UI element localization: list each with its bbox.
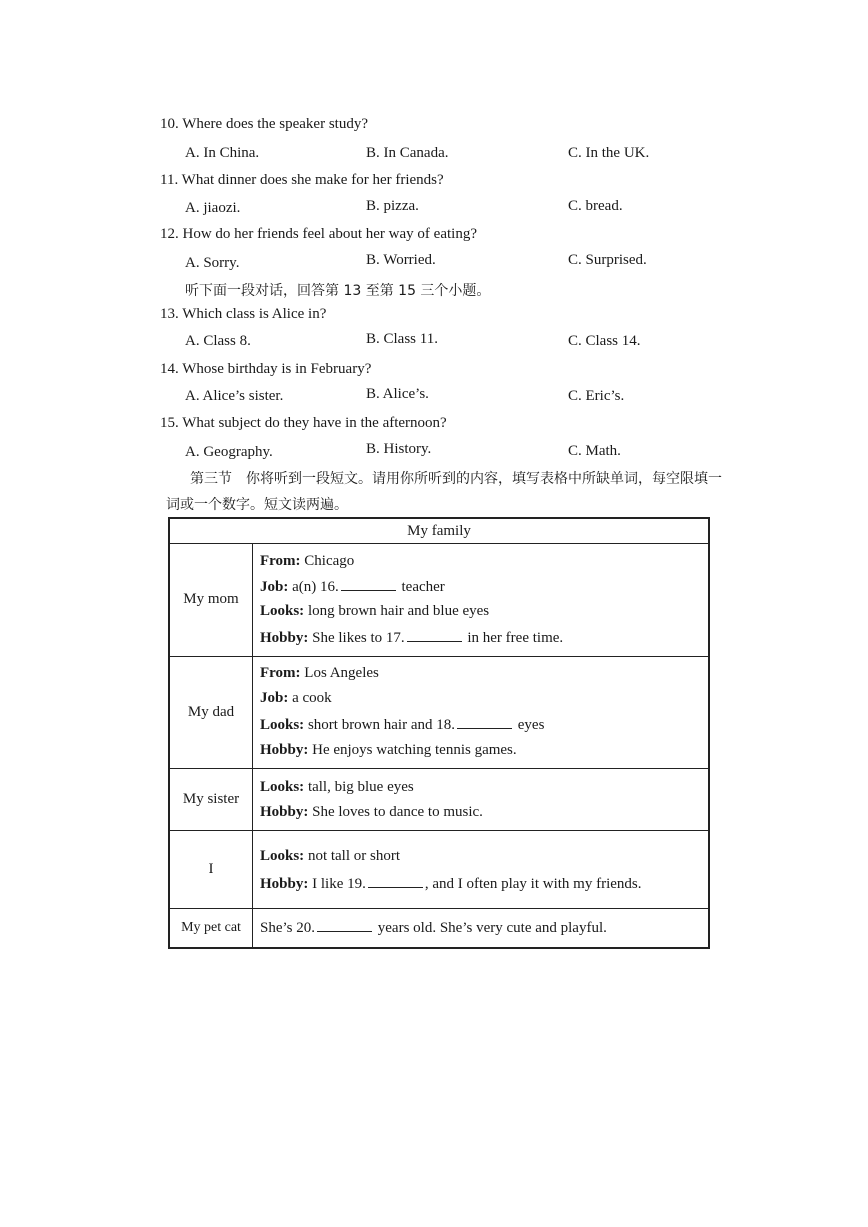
answer-blank-16 bbox=[341, 578, 396, 591]
question-13-stem: 13. Which class is Alice in? bbox=[160, 306, 327, 322]
me-looks-value: not tall or short bbox=[304, 848, 401, 864]
section-3-instruction-line-1: 第三节 你将听到一段短文。请用你所听到的内容，填写表格中所缺单词，每空限填一 bbox=[190, 471, 722, 487]
question-13-option-b: B. Class 11. bbox=[366, 331, 438, 347]
question-14-stem: 14. Whose birthday is in February? bbox=[160, 361, 372, 377]
dad-looks-value-before: short brown hair and 18. bbox=[304, 717, 455, 733]
question-15-stem: 15. What subject do they have in the afternoon? bbox=[160, 415, 447, 431]
dad-hobby-value: He enjoys watching tennis games. bbox=[308, 742, 517, 758]
mom-job-key: Job: bbox=[260, 579, 289, 595]
row-label-dad: My dad bbox=[170, 657, 253, 768]
dad-from-value: Los Angeles bbox=[300, 665, 379, 681]
answer-blank-20 bbox=[317, 919, 372, 932]
table-row-sister bbox=[170, 769, 708, 831]
me-hobby-key: Hobby: bbox=[260, 876, 309, 892]
sister-hobby-line bbox=[260, 804, 483, 821]
question-10-option-a: A. In China. bbox=[185, 145, 260, 161]
question-13-option-a: A. Class 8. bbox=[185, 333, 251, 349]
question-14-option-a: A. Alice’s sister. bbox=[185, 388, 284, 404]
me-looks-line bbox=[260, 848, 400, 865]
mom-from-key: From: bbox=[260, 553, 301, 569]
question-10-option-b: B. In Canada. bbox=[366, 145, 449, 161]
answer-blank-18 bbox=[457, 716, 512, 729]
mom-hobby-value-after: in her free time. bbox=[463, 630, 564, 646]
table-title: My family bbox=[170, 519, 708, 544]
sister-looks-line bbox=[260, 779, 414, 796]
row-body-dad bbox=[260, 657, 702, 768]
row-body-mom bbox=[260, 543, 702, 656]
mom-looks-line bbox=[260, 603, 489, 620]
dad-looks-line bbox=[260, 716, 544, 734]
cat-value-after: years old. She’s very cute and playful. bbox=[374, 920, 607, 936]
question-11-option-b: B. pizza. bbox=[366, 198, 419, 214]
table-row-dad bbox=[170, 657, 708, 769]
mom-hobby-key: Hobby: bbox=[260, 630, 309, 646]
question-10-option-c: C. In the UK. bbox=[568, 145, 650, 161]
question-15-option-b: B. History. bbox=[366, 441, 432, 457]
mom-looks-value: long brown hair and blue eyes bbox=[304, 603, 490, 619]
question-11-stem: 11. What dinner does she make for her friends? bbox=[160, 172, 444, 188]
dad-hobby-key: Hobby: bbox=[260, 742, 309, 758]
me-hobby-value-before: I like 19. bbox=[308, 876, 366, 892]
answer-blank-19 bbox=[368, 875, 423, 888]
mom-from-value: Chicago bbox=[300, 553, 355, 569]
mom-from-line bbox=[260, 553, 354, 570]
question-11-option-c: C. bread. bbox=[568, 198, 623, 214]
question-15-option-a: A. Geography. bbox=[185, 444, 273, 460]
mom-job-line bbox=[260, 578, 445, 596]
me-hobby-value-after: , and I often play it with my friends. bbox=[424, 876, 642, 892]
dad-hobby-line bbox=[260, 742, 517, 759]
mom-looks-key: Looks: bbox=[260, 603, 305, 619]
sister-looks-key: Looks: bbox=[260, 779, 305, 795]
mom-job-value-before: a(n) 16. bbox=[288, 579, 339, 595]
me-looks-key: Looks: bbox=[260, 848, 305, 864]
dad-from-key: From: bbox=[260, 665, 301, 681]
question-13-option-c: C. Class 14. bbox=[568, 333, 641, 349]
sister-looks-value: tall, big blue eyes bbox=[304, 779, 414, 795]
sister-hobby-key: Hobby: bbox=[260, 804, 309, 820]
family-table bbox=[168, 517, 710, 949]
row-body-cat bbox=[260, 909, 702, 947]
table-row-cat bbox=[170, 909, 708, 947]
dad-job-key: Job: bbox=[260, 690, 289, 706]
row-label-cat: My pet cat bbox=[170, 909, 253, 947]
table-row-mom bbox=[170, 543, 708, 657]
instruction-13-15: 听下面一段对话，回答第 13 至第 15 三个小题。 bbox=[185, 283, 491, 299]
question-14-option-c: C. Eric’s. bbox=[568, 388, 625, 404]
answer-blank-17 bbox=[407, 629, 462, 642]
mom-hobby-line bbox=[260, 629, 563, 647]
dad-job-line bbox=[260, 690, 332, 707]
row-label-me: I bbox=[170, 831, 253, 908]
sister-hobby-value: She loves to dance to music. bbox=[308, 804, 483, 820]
dad-looks-key: Looks: bbox=[260, 717, 305, 733]
question-12-option-a: A. Sorry. bbox=[185, 255, 240, 271]
table-row-me bbox=[170, 831, 708, 909]
question-15-option-c: C. Math. bbox=[568, 443, 621, 459]
question-14-option-b: B. Alice’s. bbox=[366, 386, 429, 402]
question-12-stem: 12. How do her friends feel about her way of eating? bbox=[160, 226, 477, 242]
cat-value-before: She’s 20. bbox=[260, 920, 316, 936]
question-12-option-b: B. Worried. bbox=[366, 252, 436, 268]
dad-looks-value-after: eyes bbox=[514, 717, 545, 733]
row-label-mom: My mom bbox=[170, 543, 253, 656]
dad-from-line bbox=[260, 665, 379, 682]
question-11-option-a: A. jiaozi. bbox=[185, 200, 241, 216]
row-body-sister bbox=[260, 769, 702, 830]
section-3-instruction-line-2: 词或一个数字。短文读两遍。 bbox=[166, 497, 348, 513]
mom-job-value-after: teacher bbox=[397, 579, 445, 595]
question-12-option-c: C. Surprised. bbox=[568, 252, 647, 268]
mom-hobby-value-before: She likes to 17. bbox=[308, 630, 405, 646]
row-body-me bbox=[260, 831, 702, 908]
question-10-stem: 10. Where does the speaker study? bbox=[160, 116, 368, 132]
dad-job-value: a cook bbox=[288, 690, 332, 706]
me-hobby-line bbox=[260, 875, 641, 893]
cat-line bbox=[260, 919, 607, 937]
row-label-sister: My sister bbox=[170, 769, 253, 830]
